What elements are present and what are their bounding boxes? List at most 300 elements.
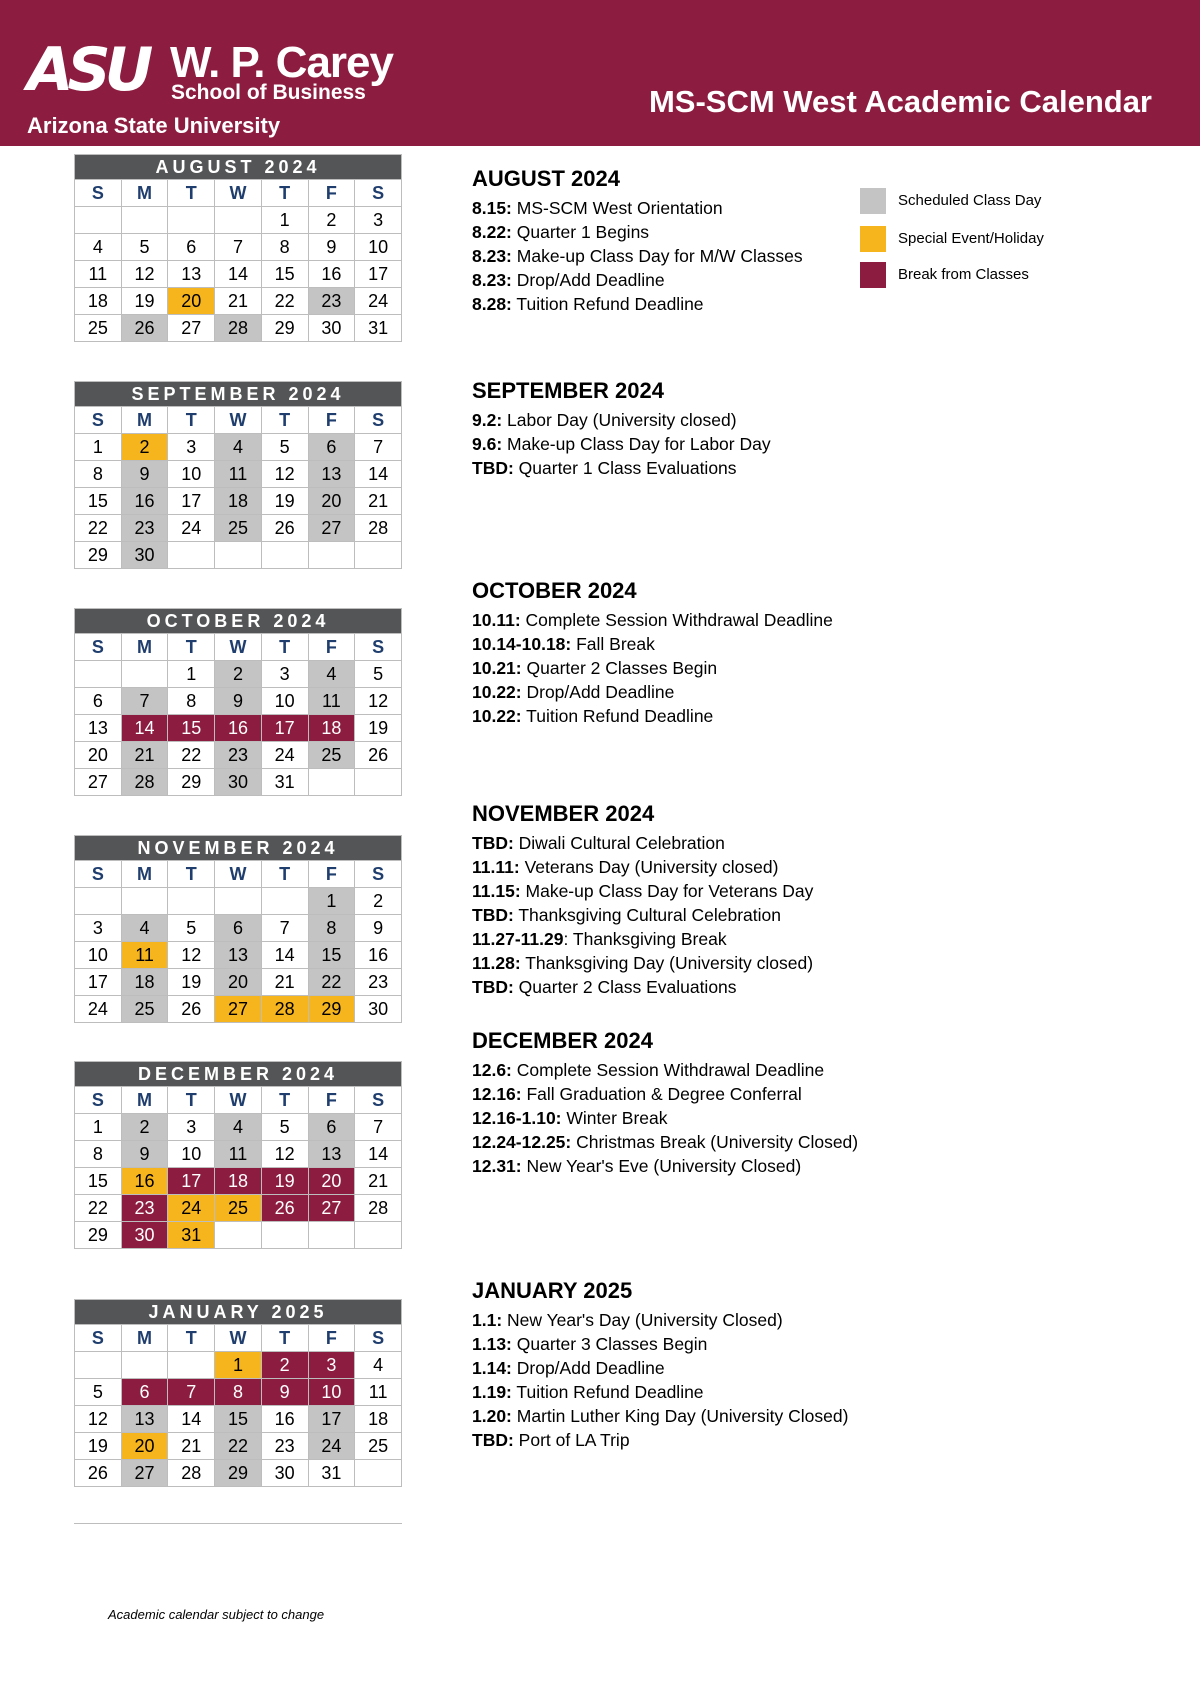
calendar-day: 14 xyxy=(355,461,402,488)
school-name: W. P. Carey xyxy=(170,38,393,87)
calendar-week-row xyxy=(75,969,402,996)
event-description: Thanksgiving Day (University closed) xyxy=(520,953,814,973)
calendar-day: 4 xyxy=(308,661,355,688)
calendar-day: 26 xyxy=(121,315,168,342)
weekday-header: S xyxy=(75,634,122,661)
calendar-day: 27 xyxy=(308,1195,355,1222)
calendar-day: 26 xyxy=(355,742,402,769)
event-description: Tuition Refund Deadline xyxy=(511,1382,704,1402)
calendar-day: 3 xyxy=(75,915,122,942)
event-item xyxy=(472,975,912,999)
calendar-day: 25 xyxy=(355,1433,402,1460)
calendar-day: 6 xyxy=(308,1114,355,1141)
calendar-week-row xyxy=(75,1114,402,1141)
calendar-day: 10 xyxy=(261,688,308,715)
legend-label: Scheduled Class Day xyxy=(898,192,1042,209)
calendar-day: 7 xyxy=(261,915,308,942)
event-date: 1.20: xyxy=(472,1406,512,1426)
event-item xyxy=(472,1130,912,1154)
calendar-week-row xyxy=(75,715,402,742)
month-events xyxy=(472,378,912,480)
weekday-header: T xyxy=(261,407,308,434)
calendar-week-row xyxy=(75,1168,402,1195)
event-date: 8.22: xyxy=(472,222,512,242)
calendar-day: 17 xyxy=(355,261,402,288)
weekday-header: S xyxy=(355,1325,402,1352)
calendar-day: 10 xyxy=(75,942,122,969)
calendar-day: 31 xyxy=(355,315,402,342)
calendar-empty-cell xyxy=(168,207,215,234)
calendar-day: 23 xyxy=(121,1195,168,1222)
calendar-day: 4 xyxy=(75,234,122,261)
month-heading: DECEMBER 2024 xyxy=(472,1028,653,1053)
weekday-header: W xyxy=(215,861,262,888)
calendar-day: 2 xyxy=(355,888,402,915)
calendar-day: 6 xyxy=(75,688,122,715)
event-date: 10.21: xyxy=(472,658,522,678)
calendar-day: 17 xyxy=(75,969,122,996)
event-date: 1.13: xyxy=(472,1334,512,1354)
calendar-day: 12 xyxy=(121,261,168,288)
event-item xyxy=(472,292,912,316)
calendar-day: 19 xyxy=(261,488,308,515)
event-item xyxy=(472,1380,912,1404)
event-description: Veterans Day (University closed) xyxy=(519,857,779,877)
calendar-day: 11 xyxy=(121,942,168,969)
weekday-header: T xyxy=(168,1087,215,1114)
calendar-empty-cell xyxy=(261,1222,308,1249)
calendar-day: 18 xyxy=(121,969,168,996)
calendar-day: 12 xyxy=(355,688,402,715)
calendar-day: 30 xyxy=(308,315,355,342)
calendar-day: 8 xyxy=(75,1141,122,1168)
event-item xyxy=(472,408,912,432)
event-item xyxy=(472,704,912,728)
calendar-day: 4 xyxy=(215,1114,262,1141)
month-calendar xyxy=(74,381,402,569)
calendar-day: 19 xyxy=(168,969,215,996)
calendar-day: 20 xyxy=(215,969,262,996)
event-description: Tuition Refund Deadline xyxy=(521,706,714,726)
calendar-day: 9 xyxy=(215,688,262,715)
calendar-month-name: JANUARY 2025 xyxy=(75,1300,402,1325)
calendar-day: 25 xyxy=(308,742,355,769)
calendar-day: 1 xyxy=(75,434,122,461)
calendar-day: 26 xyxy=(168,996,215,1023)
calendar-empty-cell xyxy=(168,888,215,915)
calendar-day: 10 xyxy=(308,1379,355,1406)
event-description: Make-up Class Day for Veterans Day xyxy=(520,881,814,901)
calendar-day: 30 xyxy=(261,1460,308,1487)
calendar-day: 2 xyxy=(121,434,168,461)
event-item xyxy=(472,196,912,220)
calendar-week-row xyxy=(75,207,402,234)
calendar-day: 20 xyxy=(75,742,122,769)
calendar-empty-cell xyxy=(168,542,215,569)
month-calendar xyxy=(74,835,402,1023)
calendar-day: 28 xyxy=(168,1460,215,1487)
calendar-day: 14 xyxy=(355,1141,402,1168)
calendar-day: 17 xyxy=(168,1168,215,1195)
event-item xyxy=(472,632,912,656)
event-description: Winter Break xyxy=(561,1108,668,1128)
legend-item-scheduled xyxy=(860,188,1110,214)
calendar-day: 28 xyxy=(355,1195,402,1222)
calendar-day: 21 xyxy=(215,288,262,315)
event-description: Quarter 1 Class Evaluations xyxy=(513,458,737,478)
event-description: Labor Day (University closed) xyxy=(502,410,737,430)
calendar-day: 8 xyxy=(215,1379,262,1406)
calendar-day: 25 xyxy=(121,996,168,1023)
calendar-week-row xyxy=(75,315,402,342)
event-item xyxy=(472,432,912,456)
calendar-day: 29 xyxy=(75,1222,122,1249)
school-subtitle: School of Business xyxy=(171,81,366,104)
calendar-day: 25 xyxy=(215,515,262,542)
event-date: 12.16: xyxy=(472,1084,522,1104)
weekday-header: T xyxy=(168,861,215,888)
legend-swatch-break xyxy=(860,262,886,288)
calendar-day: 13 xyxy=(75,715,122,742)
calendar-day: 24 xyxy=(75,996,122,1023)
calendar-empty-cell xyxy=(75,661,122,688)
calendar-week-row xyxy=(75,688,402,715)
event-item xyxy=(472,855,912,879)
calendar-day: 31 xyxy=(308,1460,355,1487)
legend-item-break xyxy=(860,262,1110,288)
weekday-header: F xyxy=(308,861,355,888)
event-description: Drop/Add Deadline xyxy=(511,1358,665,1378)
footer-note: Academic calendar subject to change xyxy=(108,1607,325,1622)
calendar-day: 23 xyxy=(215,742,262,769)
event-item xyxy=(472,1082,912,1106)
event-date: 12.6: xyxy=(472,1060,512,1080)
legend-swatch-special xyxy=(860,226,886,252)
calendar-day: 2 xyxy=(215,661,262,688)
legend-swatch-scheduled xyxy=(860,188,886,214)
weekday-header: T xyxy=(168,180,215,207)
weekday-header: M xyxy=(121,634,168,661)
calendar-day: 2 xyxy=(121,1114,168,1141)
calendar-empty-cell xyxy=(308,1222,355,1249)
calendar-day: 28 xyxy=(355,515,402,542)
calendar-day: 20 xyxy=(308,488,355,515)
calendar-week-row xyxy=(75,769,402,796)
event-description: Martin Luther King Day (University Closed) xyxy=(511,1406,849,1426)
calendar-day: 9 xyxy=(308,234,355,261)
calendar-day: 21 xyxy=(168,1433,215,1460)
weekday-header: W xyxy=(215,1325,262,1352)
event-item xyxy=(472,456,912,480)
weekday-header: M xyxy=(121,1325,168,1352)
calendar-day: 19 xyxy=(355,715,402,742)
event-date: 10.14-10.18: xyxy=(472,634,572,654)
event-date: 1.1: xyxy=(472,1310,503,1330)
event-date: 10.11: xyxy=(472,610,521,630)
calendar-day: 22 xyxy=(75,515,122,542)
calendar-week-row xyxy=(75,288,402,315)
calendar-day: 24 xyxy=(308,1433,355,1460)
event-date: 8.15: xyxy=(472,198,512,218)
calendar-empty-cell xyxy=(355,542,402,569)
calendar-day: 12 xyxy=(168,942,215,969)
calendar-day: 30 xyxy=(215,769,262,796)
weekday-header: F xyxy=(308,634,355,661)
weekday-header: S xyxy=(355,634,402,661)
calendar-day: 23 xyxy=(308,288,355,315)
calendar-day: 25 xyxy=(75,315,122,342)
calendar-day: 8 xyxy=(168,688,215,715)
calendar-day: 1 xyxy=(308,888,355,915)
calendar-day: 18 xyxy=(308,715,355,742)
event-item xyxy=(472,1154,912,1178)
event-description: Quarter 3 Classes Begin xyxy=(511,1334,708,1354)
calendar-day: 7 xyxy=(168,1379,215,1406)
calendar-day: 29 xyxy=(261,315,308,342)
calendar-day: 16 xyxy=(121,488,168,515)
calendar-day: 1 xyxy=(168,661,215,688)
calendar-day: 28 xyxy=(261,996,308,1023)
calendar-day: 13 xyxy=(121,1406,168,1433)
event-description: MS-SCM West Orientation xyxy=(511,198,723,218)
calendar-day: 9 xyxy=(121,461,168,488)
calendar-day: 11 xyxy=(308,688,355,715)
weekday-header: W xyxy=(215,1087,262,1114)
calendar-day: 3 xyxy=(355,207,402,234)
calendar-day: 22 xyxy=(261,288,308,315)
event-date: 11.15: xyxy=(472,881,521,901)
calendar-day: 31 xyxy=(168,1222,215,1249)
calendar-day: 18 xyxy=(215,488,262,515)
calendar-empty-cell xyxy=(261,542,308,569)
event-item xyxy=(472,951,912,975)
calendar-week-row xyxy=(75,515,402,542)
calendar-week-row xyxy=(75,1195,402,1222)
calendar-day: 30 xyxy=(121,542,168,569)
calendar-day: 17 xyxy=(261,715,308,742)
event-date: 9.6: xyxy=(472,434,503,454)
event-date: TBD: xyxy=(472,458,514,478)
calendar-day: 15 xyxy=(168,715,215,742)
weekday-header: W xyxy=(215,180,262,207)
calendar-day: 13 xyxy=(308,461,355,488)
calendar-week-row xyxy=(75,942,402,969)
calendar-empty-cell xyxy=(121,1352,168,1379)
calendar-empty-cell xyxy=(121,888,168,915)
calendar-day: 3 xyxy=(261,661,308,688)
calendar-day: 15 xyxy=(75,488,122,515)
calendar-day: 6 xyxy=(121,1379,168,1406)
calendar-day: 14 xyxy=(215,261,262,288)
weekday-header: T xyxy=(168,407,215,434)
event-date: 10.22: xyxy=(472,682,522,702)
event-item xyxy=(472,680,912,704)
calendar-empty-cell xyxy=(121,207,168,234)
event-item xyxy=(472,1308,912,1332)
calendar-day: 14 xyxy=(168,1406,215,1433)
calendar-day: 21 xyxy=(355,1168,402,1195)
event-description: New Year's Eve (University Closed) xyxy=(521,1156,802,1176)
calendar-day: 3 xyxy=(308,1352,355,1379)
event-date: TBD: xyxy=(472,905,514,925)
calendar-week-row xyxy=(75,1352,402,1379)
calendar-day: 6 xyxy=(168,234,215,261)
month-heading: NOVEMBER 2024 xyxy=(472,801,655,826)
legend-item-special xyxy=(860,226,1110,252)
calendar-empty-cell xyxy=(215,888,262,915)
weekday-header: F xyxy=(308,1087,355,1114)
event-description: Tuition Refund Deadline xyxy=(511,294,704,314)
calendar-day: 30 xyxy=(121,1222,168,1249)
event-item xyxy=(472,268,912,292)
weekday-header: M xyxy=(121,861,168,888)
calendar-empty-cell xyxy=(121,661,168,688)
month-heading: AUGUST 2024 xyxy=(472,166,620,191)
event-date: 10.22: xyxy=(472,706,522,726)
calendar-day: 13 xyxy=(168,261,215,288)
calendar-week-row xyxy=(75,542,402,569)
calendar-day: 16 xyxy=(355,942,402,969)
calendar-day: 21 xyxy=(261,969,308,996)
calendar-week-row xyxy=(75,1406,402,1433)
calendar-week-row xyxy=(75,888,402,915)
calendar-day: 23 xyxy=(261,1433,308,1460)
calendar-day: 10 xyxy=(355,234,402,261)
weekday-header: T xyxy=(261,634,308,661)
calendar-day: 1 xyxy=(75,1114,122,1141)
month-calendar xyxy=(74,1061,402,1249)
weekday-header: S xyxy=(355,407,402,434)
calendar-day: 1 xyxy=(261,207,308,234)
event-description: Drop/Add Deadline xyxy=(521,682,675,702)
calendar-day: 24 xyxy=(261,742,308,769)
calendar-day: 24 xyxy=(355,288,402,315)
calendar-empty-cell xyxy=(308,769,355,796)
calendar-empty-cell xyxy=(261,888,308,915)
calendar-week-row xyxy=(75,1460,402,1487)
calendar-day: 22 xyxy=(215,1433,262,1460)
weekday-header: T xyxy=(261,861,308,888)
weekday-header: F xyxy=(308,1325,355,1352)
calendar-empty-cell xyxy=(308,542,355,569)
event-description: Quarter 1 Begins xyxy=(511,222,650,242)
calendar-day: 11 xyxy=(75,261,122,288)
calendar-day: 25 xyxy=(215,1195,262,1222)
calendar-empty-cell xyxy=(75,888,122,915)
calendar-day: 9 xyxy=(261,1379,308,1406)
calendar-day: 2 xyxy=(261,1352,308,1379)
calendar-day: 13 xyxy=(215,942,262,969)
calendar-day: 8 xyxy=(308,915,355,942)
calendar-day: 2 xyxy=(308,207,355,234)
event-description: Diwali Cultural Celebration xyxy=(513,833,725,853)
event-description: Fall Break xyxy=(571,634,655,654)
calendar-empty-cell xyxy=(215,207,262,234)
calendar-day: 15 xyxy=(261,261,308,288)
calendar-day: 11 xyxy=(355,1379,402,1406)
month-events xyxy=(472,1028,912,1178)
calendar-day: 4 xyxy=(121,915,168,942)
calendar-week-row xyxy=(75,1379,402,1406)
event-date: 11.27-11.29 xyxy=(472,929,564,949)
event-item xyxy=(472,1332,912,1356)
divider xyxy=(74,1523,402,1524)
calendar-empty-cell xyxy=(215,542,262,569)
event-description: Port of LA Trip xyxy=(513,1430,630,1450)
event-date: 1.14: xyxy=(472,1358,512,1378)
event-date: 12.31: xyxy=(472,1156,522,1176)
weekday-header: T xyxy=(261,1325,308,1352)
calendar-day: 10 xyxy=(168,461,215,488)
event-item xyxy=(472,831,912,855)
calendar-day: 12 xyxy=(261,461,308,488)
event-item xyxy=(472,927,912,951)
calendar-day: 7 xyxy=(355,1114,402,1141)
calendar-day: 27 xyxy=(75,769,122,796)
legend-label: Special Event/Holiday xyxy=(898,230,1044,247)
weekday-header: W xyxy=(215,407,262,434)
event-item xyxy=(472,1106,912,1130)
calendar-day: 6 xyxy=(308,434,355,461)
calendar-day: 29 xyxy=(215,1460,262,1487)
weekday-header: T xyxy=(261,180,308,207)
event-description: Quarter 2 Class Evaluations xyxy=(513,977,737,997)
header-banner xyxy=(0,0,1200,146)
calendar-day: 18 xyxy=(215,1168,262,1195)
calendar-day: 16 xyxy=(215,715,262,742)
calendar-day: 16 xyxy=(121,1168,168,1195)
month-events xyxy=(472,166,912,316)
calendar-empty-cell xyxy=(75,1352,122,1379)
month-calendar xyxy=(74,608,402,796)
calendar-day: 27 xyxy=(308,515,355,542)
event-item xyxy=(472,608,912,632)
event-description: Thanksgiving Cultural Celebration xyxy=(513,905,781,925)
event-date: 12.24-12.25: xyxy=(472,1132,572,1152)
calendar-day: 7 xyxy=(121,688,168,715)
calendar-day: 29 xyxy=(75,542,122,569)
calendar-day: 11 xyxy=(215,1141,262,1168)
calendar-week-row xyxy=(75,434,402,461)
event-description: Complete Session Withdrawal Deadline xyxy=(520,610,833,630)
calendar-week-row xyxy=(75,1222,402,1249)
weekday-header: M xyxy=(121,1087,168,1114)
event-date: 12.16-1.10: xyxy=(472,1108,562,1128)
calendar-day: 5 xyxy=(121,234,168,261)
calendar-empty-cell xyxy=(355,1222,402,1249)
calendar-day: 14 xyxy=(121,715,168,742)
event-description: Quarter 2 Classes Begin xyxy=(521,658,718,678)
calendar-day: 6 xyxy=(215,915,262,942)
calendar-day: 3 xyxy=(168,434,215,461)
calendar-day: 9 xyxy=(121,1141,168,1168)
calendar-day: 30 xyxy=(355,996,402,1023)
weekday-header: S xyxy=(355,861,402,888)
calendar-day: 18 xyxy=(75,288,122,315)
calendar-day: 5 xyxy=(261,434,308,461)
calendar-day: 9 xyxy=(355,915,402,942)
calendar-day: 3 xyxy=(168,1114,215,1141)
calendar-day: 10 xyxy=(168,1141,215,1168)
calendar-day: 11 xyxy=(215,461,262,488)
calendar-day: 5 xyxy=(355,661,402,688)
calendar-day: 26 xyxy=(261,1195,308,1222)
weekday-header: S xyxy=(355,180,402,207)
weekday-header: S xyxy=(75,1087,122,1114)
calendar-day: 21 xyxy=(355,488,402,515)
month-events xyxy=(472,1278,912,1452)
event-description: Make-up Class Day for Labor Day xyxy=(502,434,771,454)
